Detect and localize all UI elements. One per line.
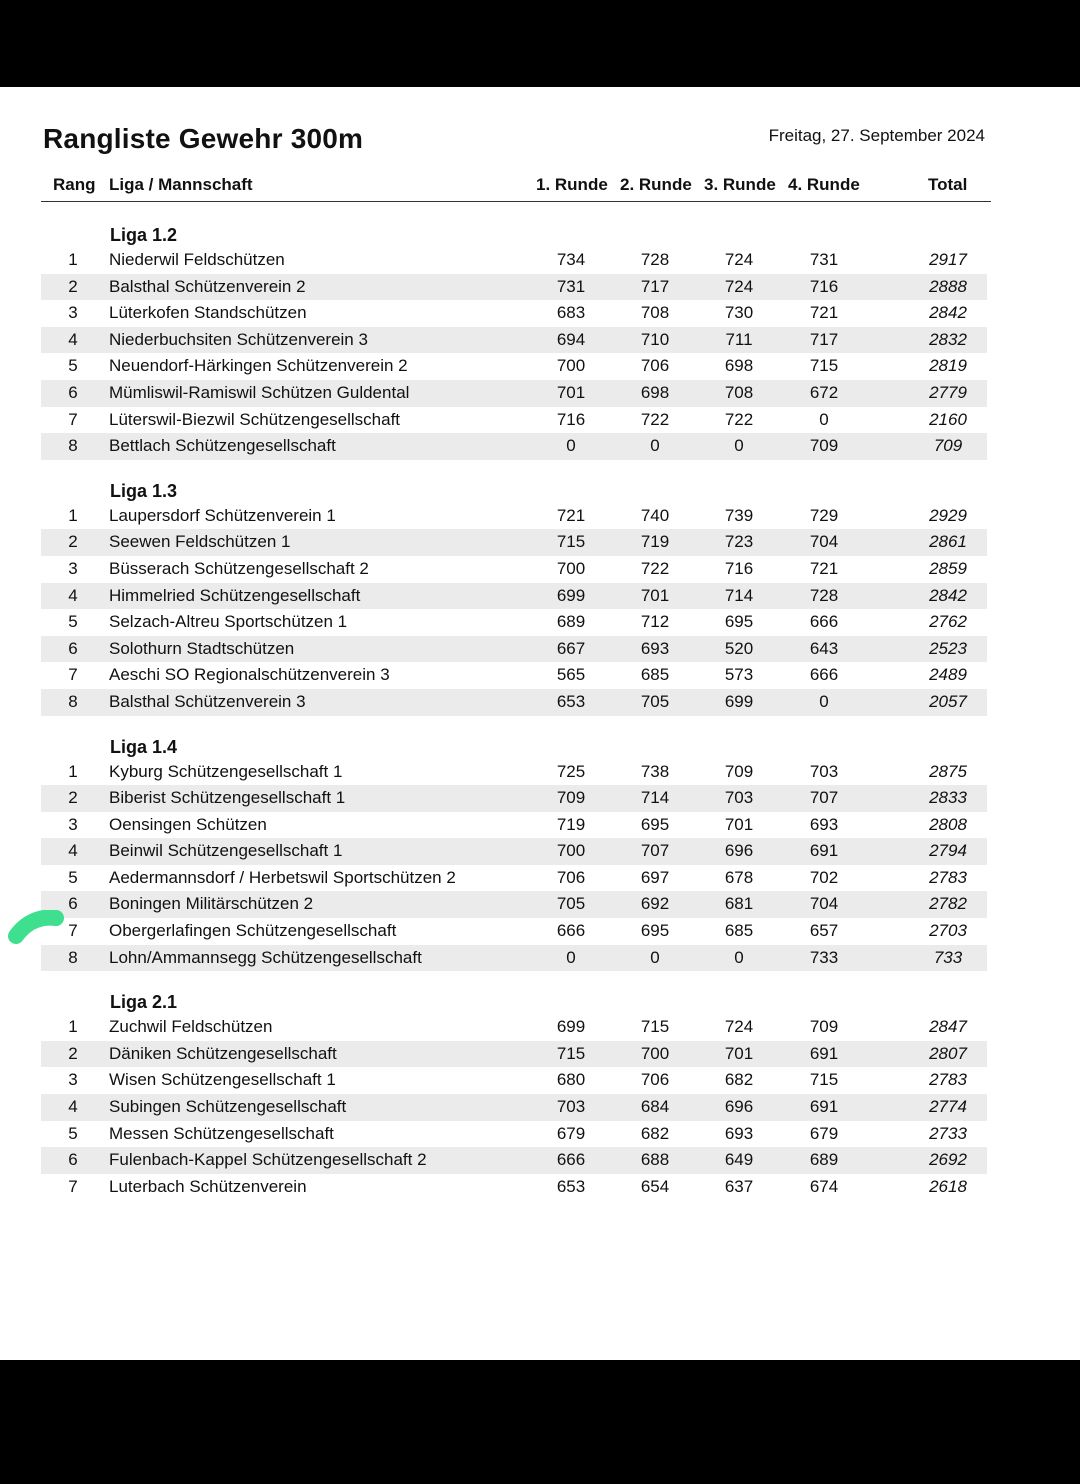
round-1-cell: 683 <box>556 303 586 323</box>
round-1-cell: 699 <box>556 585 586 605</box>
rank-cell: 4 <box>68 585 78 605</box>
round-3-cell: 681 <box>724 894 754 914</box>
round-2-cell: 728 <box>640 250 670 269</box>
round-1-cell: 694 <box>556 329 586 349</box>
round-1-cell: 699 <box>556 1017 586 1037</box>
total-cell: 2160 <box>929 409 967 429</box>
header-round-2: 2. Runde <box>620 175 692 194</box>
total-cell: 2819 <box>929 356 967 376</box>
rank-cell: 5 <box>68 867 78 887</box>
team-cell: Aeschi SO Regionalschützenverein 3 <box>109 665 390 685</box>
total-cell: 2808 <box>929 814 967 834</box>
team-cell: Selzach-Altreu Sportschützen 1 <box>109 612 348 632</box>
rank-cell: 6 <box>68 638 78 658</box>
team-cell: Neuendorf-Härkingen Schützenverein 2 <box>109 356 408 376</box>
table-row <box>41 274 987 301</box>
round-2-cell: 712 <box>640 612 670 632</box>
table-header <box>41 175 991 202</box>
round-1-cell: 716 <box>556 409 586 429</box>
round-4-cell: 704 <box>809 532 839 552</box>
round-4-cell: 0 <box>819 409 829 429</box>
table-row <box>41 689 987 716</box>
table-row <box>41 380 987 407</box>
rank-cell: 7 <box>68 1176 78 1196</box>
rank-cell: 7 <box>68 409 78 429</box>
round-4-cell: 679 <box>809 1123 839 1143</box>
round-1-cell: 653 <box>556 1176 586 1196</box>
round-2-cell: 698 <box>640 382 670 402</box>
total-cell: 2762 <box>929 612 967 632</box>
rank-cell: 3 <box>68 303 78 323</box>
team-cell: Niederwil Feldschützen <box>109 250 285 269</box>
rank-cell: 4 <box>68 1097 78 1117</box>
rank-cell: 7 <box>68 921 78 941</box>
rank-cell: 6 <box>68 1150 78 1170</box>
table-row <box>41 1067 987 1094</box>
table-row <box>41 503 987 530</box>
team-cell: Däniken Schützengesellschaft <box>109 1043 337 1063</box>
round-1-cell: 0 <box>566 947 576 967</box>
total-cell: 2523 <box>929 638 967 658</box>
ranking-table <box>41 221 987 1217</box>
round-1-cell: 680 <box>556 1070 586 1090</box>
table-row <box>41 300 987 327</box>
round-2-cell: 714 <box>640 788 670 808</box>
round-3-cell: 520 <box>724 638 754 658</box>
total-cell: 2832 <box>929 329 967 349</box>
round-1-cell: 721 <box>556 505 586 525</box>
round-4-cell: 666 <box>809 665 839 685</box>
round-4-cell: 691 <box>809 1097 839 1117</box>
total-cell: 2774 <box>929 1097 967 1117</box>
rank-cell: 1 <box>68 250 78 269</box>
table-row <box>41 407 987 434</box>
round-4-cell: 707 <box>809 788 839 808</box>
round-3-cell: 708 <box>724 382 754 402</box>
team-cell: Obergerlafingen Schützengesellschaft <box>109 921 397 941</box>
total-cell: 2618 <box>929 1176 967 1196</box>
rank-cell: 5 <box>68 612 78 632</box>
rank-cell: 4 <box>68 841 78 861</box>
total-cell: 2842 <box>929 303 967 323</box>
round-3-cell: 722 <box>724 409 754 429</box>
round-2-cell: 0 <box>650 947 660 967</box>
total-cell: 2888 <box>929 276 967 296</box>
round-3-cell: 730 <box>724 303 754 323</box>
round-1-cell: 0 <box>566 436 576 456</box>
table-row <box>41 529 987 556</box>
team-cell: Niederbuchsiten Schützenverein 3 <box>109 329 368 349</box>
round-4-cell: 729 <box>809 505 839 525</box>
round-2-cell: 695 <box>640 921 670 941</box>
team-cell: Lüterswil-Biezwil Schützengesellschaft <box>109 409 401 429</box>
team-cell: Solothurn Stadtschützen <box>109 638 295 658</box>
header-round-3: 3. Runde <box>704 175 776 194</box>
table-row <box>41 327 987 354</box>
team-cell: Zuchwil Feldschützen <box>109 1017 273 1037</box>
rank-cell: 7 <box>68 665 78 685</box>
table-row <box>41 1121 987 1148</box>
header-round-1: 1. Runde <box>536 175 608 194</box>
rank-cell: 2 <box>68 788 78 808</box>
total-cell: 2807 <box>929 1043 967 1063</box>
table-row <box>41 433 987 460</box>
round-3-cell: 682 <box>724 1070 754 1090</box>
table-row <box>41 945 987 972</box>
total-cell: 2842 <box>929 585 967 605</box>
total-cell: 709 <box>933 436 963 456</box>
rank-cell: 8 <box>68 947 78 967</box>
round-2-cell: 0 <box>650 436 660 456</box>
team-cell: Subingen Schützengesellschaft <box>109 1097 347 1117</box>
round-2-cell: 708 <box>640 303 670 323</box>
team-cell: Bettlach Schützengesellschaft <box>109 436 336 456</box>
round-3-cell: 678 <box>724 867 754 887</box>
table-row <box>41 1094 987 1121</box>
round-4-cell: 717 <box>809 329 839 349</box>
table-row <box>41 1174 987 1201</box>
round-1-cell: 705 <box>556 894 586 914</box>
round-1-cell: 703 <box>556 1097 586 1117</box>
round-2-cell: 705 <box>640 691 670 711</box>
league-title: Liga 1.2 <box>110 225 178 245</box>
total-cell: 2917 <box>929 250 967 269</box>
table-row <box>41 1041 987 1068</box>
total-cell: 2779 <box>929 382 967 402</box>
total-cell: 2703 <box>929 921 967 941</box>
table-row <box>41 785 987 812</box>
team-cell: Lohn/Ammannsegg Schützengesellschaft <box>109 947 422 967</box>
table-row <box>41 1147 987 1174</box>
team-cell: Balsthal Schützenverein 2 <box>109 276 306 296</box>
rank-cell: 1 <box>68 761 78 781</box>
round-1-cell: 700 <box>556 841 586 861</box>
round-3-cell: 696 <box>724 841 754 861</box>
rank-cell: 2 <box>68 532 78 552</box>
round-1-cell: 715 <box>556 1043 586 1063</box>
rank-cell: 1 <box>68 1017 78 1037</box>
league-title: Liga 2.1 <box>110 992 178 1013</box>
rank-cell: 4 <box>68 329 78 349</box>
round-2-cell: 722 <box>640 409 670 429</box>
round-3-cell: 0 <box>734 436 744 456</box>
round-1-cell: 565 <box>556 665 586 685</box>
round-3-cell: 696 <box>724 1097 754 1117</box>
rank-cell: 8 <box>68 436 78 456</box>
round-2-cell: 695 <box>640 814 670 834</box>
round-2-cell: 697 <box>640 867 670 887</box>
table-row <box>41 759 987 786</box>
total-cell: 2929 <box>929 505 967 525</box>
table-row <box>41 865 987 892</box>
round-2-cell: 715 <box>640 1017 670 1037</box>
round-3-cell: 699 <box>724 691 754 711</box>
table-row <box>41 891 987 918</box>
round-2-cell: 738 <box>640 761 670 781</box>
total-cell: 2692 <box>929 1150 967 1170</box>
total-cell: 2783 <box>929 1070 967 1090</box>
team-cell: Himmelried Schützengesellschaft <box>109 585 361 605</box>
league-section <box>41 988 987 1200</box>
round-4-cell: 715 <box>809 1070 839 1090</box>
rank-cell: 6 <box>68 382 78 402</box>
round-3-cell: 724 <box>724 276 754 296</box>
team-cell: Boningen Militärschützen 2 <box>109 894 314 914</box>
rank-cell: 3 <box>68 558 78 578</box>
total-cell: 2833 <box>929 788 967 808</box>
round-2-cell: 693 <box>640 638 670 658</box>
team-cell: Seewen Feldschützen 1 <box>109 532 291 552</box>
header-total: Total <box>928 175 968 194</box>
round-4-cell: 703 <box>809 761 839 781</box>
total-cell: 2783 <box>929 867 967 887</box>
round-3-cell: 701 <box>724 1043 754 1063</box>
document-page <box>0 87 1080 1360</box>
round-1-cell: 666 <box>556 1150 586 1170</box>
header-rank: Rang <box>53 175 96 194</box>
round-3-cell: 724 <box>724 1017 754 1037</box>
total-cell: 2733 <box>929 1123 967 1143</box>
round-2-cell: 706 <box>640 1070 670 1090</box>
round-1-cell: 666 <box>556 921 586 941</box>
round-3-cell: 649 <box>724 1150 754 1170</box>
table-row <box>41 636 987 663</box>
round-4-cell: 709 <box>809 436 839 456</box>
table-row <box>41 556 987 583</box>
team-cell: Büsserach Schützengesellschaft 2 <box>109 558 369 578</box>
total-cell: 2794 <box>929 841 967 861</box>
rank-cell: 2 <box>68 1043 78 1063</box>
total-cell: 2861 <box>929 532 967 552</box>
table-row <box>41 662 987 689</box>
table-row <box>41 1014 987 1041</box>
round-1-cell: 715 <box>556 532 586 552</box>
total-cell: 733 <box>933 947 963 967</box>
round-1-cell: 689 <box>556 612 586 632</box>
table-row <box>41 812 987 839</box>
team-cell: Fulenbach-Kappel Schützengesellschaft 2 <box>109 1150 427 1170</box>
round-3-cell: 711 <box>725 329 753 349</box>
round-4-cell: 731 <box>809 250 839 269</box>
round-4-cell: 728 <box>809 585 839 605</box>
table-row <box>41 583 987 610</box>
round-1-cell: 700 <box>556 558 586 578</box>
round-4-cell: 674 <box>809 1176 839 1196</box>
round-2-cell: 692 <box>640 894 670 914</box>
round-3-cell: 723 <box>724 532 754 552</box>
round-2-cell: 740 <box>640 505 670 525</box>
round-2-cell: 719 <box>640 532 670 552</box>
round-1-cell: 709 <box>556 788 586 808</box>
league-title: Liga 1.3 <box>110 480 178 501</box>
round-3-cell: 637 <box>724 1176 754 1196</box>
round-4-cell: 702 <box>809 867 839 887</box>
total-cell: 2782 <box>929 894 967 914</box>
header-round-4: 4. Runde <box>788 175 860 194</box>
round-3-cell: 739 <box>724 505 754 525</box>
league-section <box>41 477 987 716</box>
round-2-cell: 700 <box>640 1043 670 1063</box>
page-title: Rangliste Gewehr 300m <box>43 123 364 154</box>
round-4-cell: 715 <box>809 356 839 376</box>
round-3-cell: 573 <box>724 665 754 685</box>
round-4-cell: 691 <box>809 841 839 861</box>
round-4-cell: 689 <box>809 1150 839 1170</box>
round-3-cell: 724 <box>724 250 754 269</box>
round-2-cell: 685 <box>640 665 670 685</box>
table-row <box>41 609 987 636</box>
rank-cell: 3 <box>68 814 78 834</box>
round-4-cell: 716 <box>809 276 839 296</box>
round-3-cell: 714 <box>724 585 754 605</box>
highlighter-mark <box>6 910 68 944</box>
round-4-cell: 643 <box>809 638 839 658</box>
team-cell: Beinwil Schützengesellschaft 1 <box>109 841 343 861</box>
round-3-cell: 701 <box>724 814 754 834</box>
team-cell: Lüterkofen Standschützen <box>109 303 307 323</box>
round-4-cell: 704 <box>809 894 839 914</box>
round-2-cell: 682 <box>640 1123 670 1143</box>
document-date: Freitag, 27. September 2024 <box>768 126 985 145</box>
total-cell: 2057 <box>929 691 967 711</box>
round-1-cell: 700 <box>556 356 586 376</box>
round-3-cell: 698 <box>724 356 754 376</box>
round-1-cell: 667 <box>556 638 586 658</box>
team-cell: Oensingen Schützen <box>109 814 267 834</box>
round-1-cell: 719 <box>556 814 586 834</box>
round-3-cell: 703 <box>724 788 754 808</box>
team-cell: Aedermannsdorf / Herbetswil Sportschützen 2 <box>109 867 456 887</box>
round-1-cell: 653 <box>556 691 586 711</box>
round-3-cell: 695 <box>724 612 754 632</box>
table-row <box>41 353 987 380</box>
rank-cell: 1 <box>68 505 78 525</box>
round-4-cell: 721 <box>809 303 839 323</box>
league-section <box>41 733 987 972</box>
rank-cell: 6 <box>68 894 78 914</box>
rank-cell: 5 <box>68 1123 78 1143</box>
team-cell: Mümliswil-Ramiswil Schützen Guldental <box>109 382 410 402</box>
table-row <box>41 838 987 865</box>
round-1-cell: 731 <box>556 276 586 296</box>
total-cell: 2489 <box>929 665 967 685</box>
round-2-cell: 710 <box>640 329 670 349</box>
round-1-cell: 701 <box>556 382 586 402</box>
round-4-cell: 691 <box>809 1043 839 1063</box>
total-cell: 2875 <box>929 761 967 781</box>
round-3-cell: 0 <box>734 947 744 967</box>
team-cell: Messen Schützengesellschaft <box>109 1123 334 1143</box>
team-cell: Balsthal Schützenverein 3 <box>109 691 306 711</box>
round-2-cell: 706 <box>640 356 670 376</box>
round-3-cell: 709 <box>724 761 754 781</box>
round-1-cell: 706 <box>556 867 586 887</box>
round-2-cell: 684 <box>640 1097 670 1117</box>
team-cell: Laupersdorf Schützenverein 1 <box>109 505 336 525</box>
round-4-cell: 666 <box>809 612 839 632</box>
team-cell: Luterbach Schützenverein <box>109 1176 307 1196</box>
rank-cell: 8 <box>68 691 78 711</box>
round-2-cell: 722 <box>640 558 670 578</box>
round-2-cell: 707 <box>640 841 670 861</box>
team-cell: Kyburg Schützengesellschaft 1 <box>109 761 343 781</box>
table-row <box>41 918 987 945</box>
round-1-cell: 734 <box>556 250 586 269</box>
total-cell: 2859 <box>929 558 967 578</box>
round-2-cell: 717 <box>640 276 670 296</box>
round-4-cell: 0 <box>819 691 829 711</box>
round-1-cell: 679 <box>556 1123 586 1143</box>
header-team: Liga / Mannschaft <box>109 175 253 194</box>
team-cell: Biberist Schützengesellschaft 1 <box>109 788 346 808</box>
rank-cell: 3 <box>68 1070 78 1090</box>
round-4-cell: 733 <box>809 947 839 967</box>
round-4-cell: 709 <box>809 1017 839 1037</box>
round-4-cell: 672 <box>809 382 839 402</box>
round-2-cell: 654 <box>640 1176 670 1196</box>
league-section <box>41 221 987 460</box>
round-2-cell: 688 <box>640 1150 670 1170</box>
league-title: Liga 1.4 <box>110 736 178 757</box>
round-1-cell: 725 <box>556 761 586 781</box>
round-3-cell: 685 <box>724 921 754 941</box>
round-3-cell: 693 <box>724 1123 754 1143</box>
round-3-cell: 716 <box>724 558 754 578</box>
round-2-cell: 701 <box>640 585 670 605</box>
rank-cell: 2 <box>68 276 78 296</box>
round-4-cell: 657 <box>809 921 839 941</box>
total-cell: 2847 <box>929 1017 967 1037</box>
table-row <box>41 247 987 274</box>
round-4-cell: 721 <box>809 558 839 578</box>
round-4-cell: 693 <box>809 814 839 834</box>
team-cell: Wisen Schützengesellschaft 1 <box>109 1070 336 1090</box>
rank-cell: 5 <box>68 356 78 376</box>
